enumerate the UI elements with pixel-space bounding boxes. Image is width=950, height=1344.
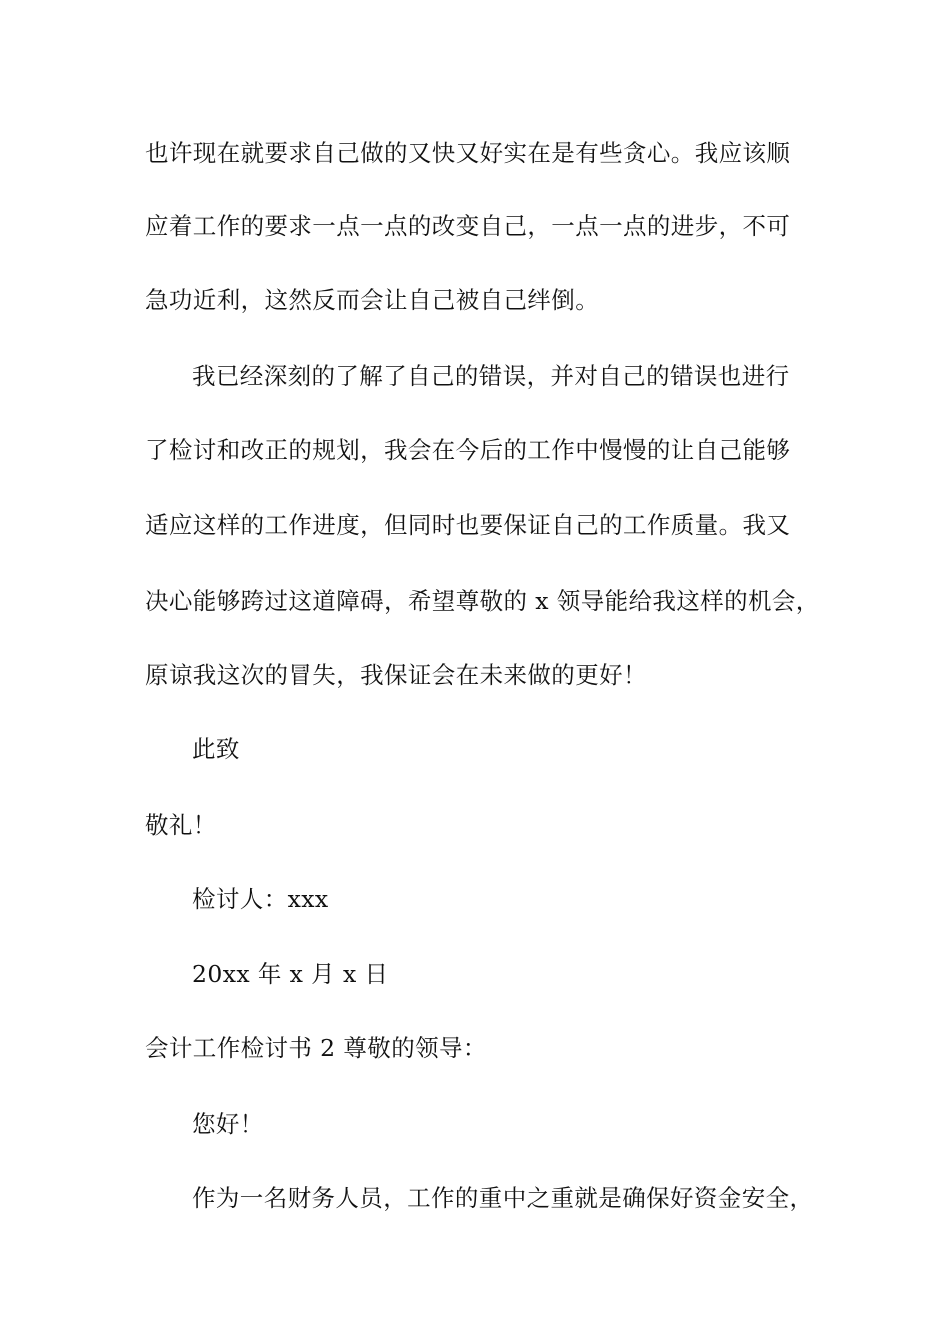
- signature-date: 20xx 年 x 月 x 日: [192, 960, 389, 988]
- paragraph-line: 急功近利，这然反而会让自己被自己绊倒。: [145, 286, 600, 314]
- paragraph-line: 我已经深刻的了解了自己的错误，并对自己的错误也进行: [192, 362, 790, 390]
- signature-author: 检讨人：xxx: [192, 885, 329, 913]
- paragraph-line: 了检讨和改正的规划，我会在今后的工作中慢慢的让自己能够: [145, 436, 791, 464]
- paragraph-line: 决心能够跨过这道障碍，希望尊敬的 x 领导能给我这样的机会，: [145, 587, 820, 615]
- paragraph-line: 应着工作的要求一点一点的改变自己，一点一点的进步，不可: [145, 212, 791, 240]
- closing-salutation: 此致: [192, 735, 240, 763]
- paragraph-line: 原谅我这次的冒失，我保证会在未来做的更好！: [145, 661, 647, 689]
- paragraph-line: 适应这样的工作进度，但同时也要保证自己的工作质量。我又: [145, 511, 791, 539]
- paragraph-line: 作为一名财务人员，工作的重中之重就是确保好资金安全，: [192, 1184, 814, 1212]
- greeting: 您好！: [192, 1110, 264, 1138]
- closing-regards: 敬礼！: [145, 811, 217, 839]
- paragraph-line: 也许现在就要求自己做的又快又好实在是有些贪心。我应该顺: [145, 139, 791, 167]
- section-heading: 会计工作检讨书 2 尊敬的领导：: [145, 1034, 487, 1062]
